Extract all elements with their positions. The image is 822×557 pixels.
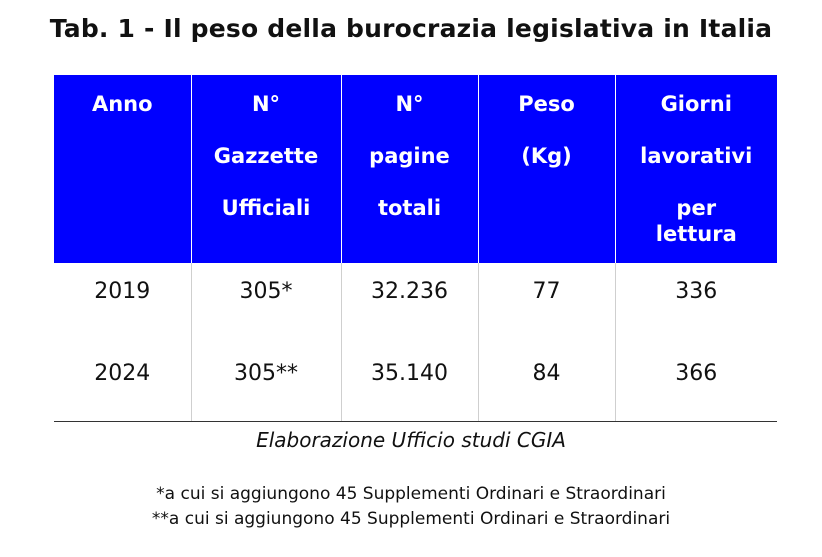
header-line: per — [676, 196, 717, 220]
footnote: *a cui si aggiungono 45 Supplementi Ordinari e Straordinari — [156, 484, 666, 504]
table-row — [54, 345, 777, 422]
header-line: lavorativi — [640, 144, 753, 168]
table-header — [54, 75, 777, 263]
header-line: Ufficiali — [221, 196, 311, 220]
header-row — [54, 75, 777, 263]
table-body — [54, 263, 777, 422]
header-anno — [54, 75, 191, 263]
table-row — [54, 263, 777, 345]
cell-peso: 77 — [478, 263, 615, 345]
page-title: Tab. 1 - Il peso della burocrazia legislativa in Italia — [49, 14, 773, 43]
cell-anno: 2019 — [94, 279, 151, 304]
footnote: **a cui si aggiungono 45 Supplementi Ordinari e Straordinari — [151, 509, 671, 529]
cell-giorni: 336 — [615, 263, 777, 345]
header-line: pagine — [369, 144, 450, 168]
cell-anno: 2024 — [54, 345, 191, 422]
cell-gazzette: 305** — [191, 345, 341, 422]
header-line: totali — [377, 196, 442, 220]
header-line: (Kg) — [521, 144, 572, 168]
header-peso — [478, 75, 615, 263]
header-line: Giorni — [660, 92, 732, 116]
cell-pagine: 32.236 — [341, 263, 478, 345]
source-caption: Elaborazione Ufficio studi CGIA — [256, 428, 566, 452]
cell-peso: 84 — [478, 345, 615, 422]
cell-giorni: 366 — [615, 345, 777, 422]
header-line: N° — [395, 92, 424, 116]
data-table — [54, 75, 777, 422]
header-gazzette — [191, 75, 341, 263]
header-pagine — [341, 75, 478, 263]
header-line: Peso — [518, 92, 575, 116]
header-line: lettura — [655, 222, 737, 246]
cell-pagine: 35.140 — [341, 345, 478, 422]
cell-gazzette: 305* — [191, 263, 341, 345]
header-line: Anno — [91, 92, 153, 116]
header-line: N° — [251, 92, 281, 116]
footnotes — [0, 482, 822, 532]
header-giorni — [615, 75, 777, 263]
header-line: Gazzette — [213, 144, 319, 168]
